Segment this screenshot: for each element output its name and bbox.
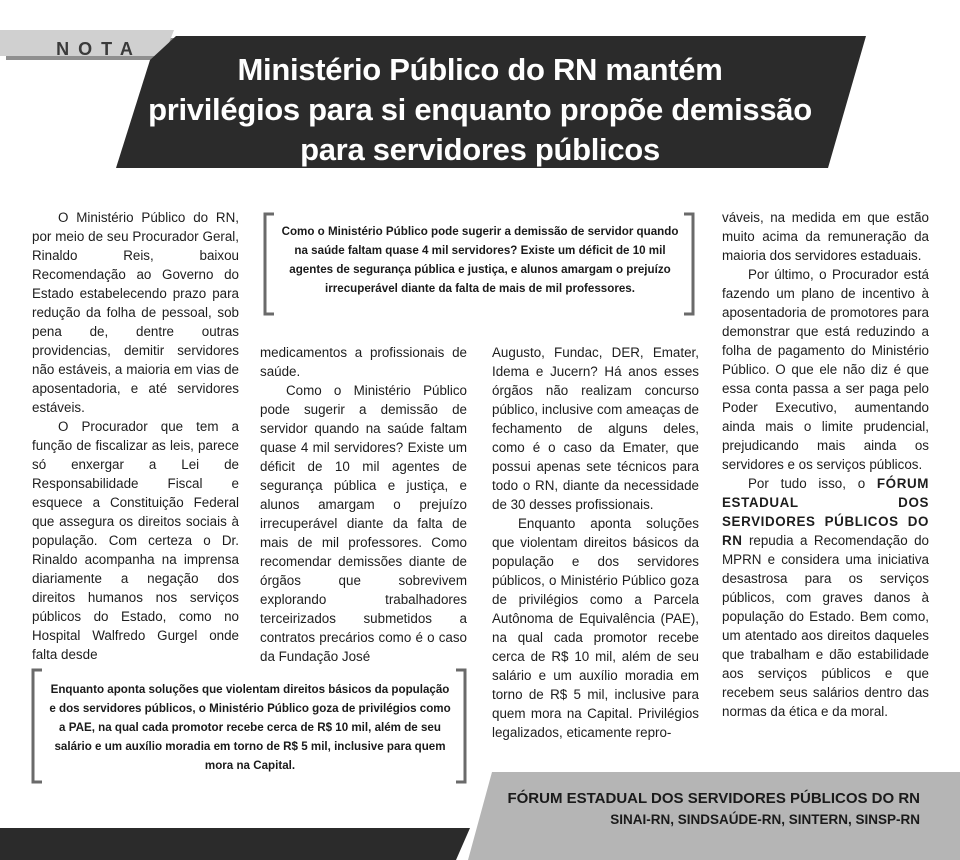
paragraph: O Ministério Público do RN, por meio de seu Procurador Geral, Rinaldo Reis, baixou Recomendação ao Governo do Estado estabelecendo prazo para redução da folha de pessoal, sob pena de, dentre outras providencias, demitir servidores não estáveis, a maioria em vias de aposentadoria, e até servidores estáveis. — [32, 210, 239, 415]
article-column-2 — [260, 343, 467, 666]
pullquote-bracket-right — [682, 212, 696, 316]
pullquote-line: agentes de segurança pública e justiça, e alunos amargam o prejuízo — [289, 263, 671, 276]
pullquote-line: Como o Ministério Público pode sugerir a demissão de servidor quando — [281, 225, 679, 238]
paragraph-text: Por tudo isso, o — [748, 476, 877, 491]
paragraph: O Procurador que tem a função de fiscalizar as leis, parece só enxergar a Lei de Responsabilidade Fiscal e esquece a Constituição Federal que assegura os direitos sociais à população. Com certeza o Dr. Rinaldo acompanha na imprensa diariamente a negação dos direitos humanos nos serviços públicos do Estado, como no Hospital Walfredo Gurgel onde falta desde — [32, 419, 239, 662]
paragraph: medicamentos a profissionais de saúde. — [260, 345, 467, 379]
headline-line: privilégios para si enquanto propõe demissão — [148, 92, 812, 127]
pullquote-line: a PAE, na qual cada promotor recebe cerca de R$ 10 mil, além de seu — [59, 721, 441, 734]
pullquote-bracket-left — [262, 212, 276, 316]
article-column-3 — [492, 343, 699, 742]
headline — [100, 50, 860, 170]
paragraph — [722, 474, 929, 721]
paragraph: Augusto, Fundac, DER, Emater, Idema e Jucern? Há anos esses órgãos não realizam concurso público, inclusive com ameaças de fechamento de alguns deles, como é o caso da Emater, que possui apenas sete técnicos para todo o RN, diante da necessidade de 30 desses profissionais. — [492, 345, 699, 512]
pullquote-line: mora na Capital. — [204, 759, 296, 772]
paragraph-text: repudia a Recomendação do MPRN e considera uma iniciativa desastrosa para os serviços públicos, com graves danos à população do Estado. Bem como, um atentado aos direitos daqueles que trabalham e dão estabilidade aos serviços públicos e que recebem seus salários dentro das normas da ética e da moral. — [722, 533, 929, 719]
pullquote-line: salário e um auxílio moradia em torno de R$ 5 mil, inclusive para quem — [54, 740, 446, 753]
section-label: NOTA — [56, 39, 142, 59]
footer-unions: SINAI-RN, SINDSAÚDE-RN, SINTERN, SINSP-RN — [610, 812, 920, 827]
paragraph: Como o Ministério Público pode sugerir a demissão de servidor quando na saúde faltam quase 4 mil servidores? Existe um déficit de 10 mil agentes de segurança pública e justiça, e alunos amargam o prejuízo irrecuperável diante da falta de mais de mil professores. Como recomendar demissões diante de órgãos que sobrevivem explorando trabalhadores terceirizados submetidos a contratos precários como é o caso da Fundação José — [260, 383, 467, 664]
forum-name: FÓRUM ESTADUAL DOS SERVIDORES PÚBLICOS DO RN — [722, 476, 929, 548]
paragraph: Por último, o Procurador está fazendo um plano de incentivo à aposentadoria de promotores para demonstrar que está reduzindo a folha de pagamento do Ministério Público. O que ele não diz é que essa conta passa a ser paga pelo Poder Executivo, aumentando ainda mais o limite prudencial, prejudicando mais ainda os servidores e os serviços públicos. — [722, 267, 929, 472]
article-column-1 — [32, 208, 239, 664]
pullquote-line: na saúde faltam quase 4 mil servidores? Existe um déficit de 10 mil — [294, 244, 666, 257]
pullquote-line: irrecuperável diante da falta de mais de mil professores. — [325, 282, 635, 295]
article-column-4 — [722, 208, 929, 721]
paragraph: Enquanto aponta soluções que violentam direitos básicos da população e dos servidores públicos, o Ministério Público goza de privilégios como a Parcela Autônoma de Equivalência (PAE), na qual cada promotor recebe cerca de R$ 10 mil, além de seu salário e um auxílio moradia em torno de R$ 5 mil, inclusive para quem mora na Capital. Privilégios legalizados, eticamente repro- — [492, 516, 699, 740]
paragraph: váveis, na medida em que estão muito acima da remuneração da maioria dos servidores estaduais. — [722, 210, 929, 263]
footer-band — [0, 760, 960, 860]
pullquote-line: e dos servidores públicos, o Ministério Público goza de privilégios como — [49, 702, 451, 715]
footer-org-name: FÓRUM ESTADUAL DOS SERVIDORES PÚBLICOS DO RN — [507, 790, 920, 807]
pullquote-line: Enquanto aponta soluções que violentam direitos básicos da população — [50, 683, 450, 696]
headline-line: para servidores públicos — [300, 132, 660, 167]
pullquote-top — [276, 222, 684, 298]
headline-line: Ministério Público do RN mantém — [237, 52, 723, 87]
